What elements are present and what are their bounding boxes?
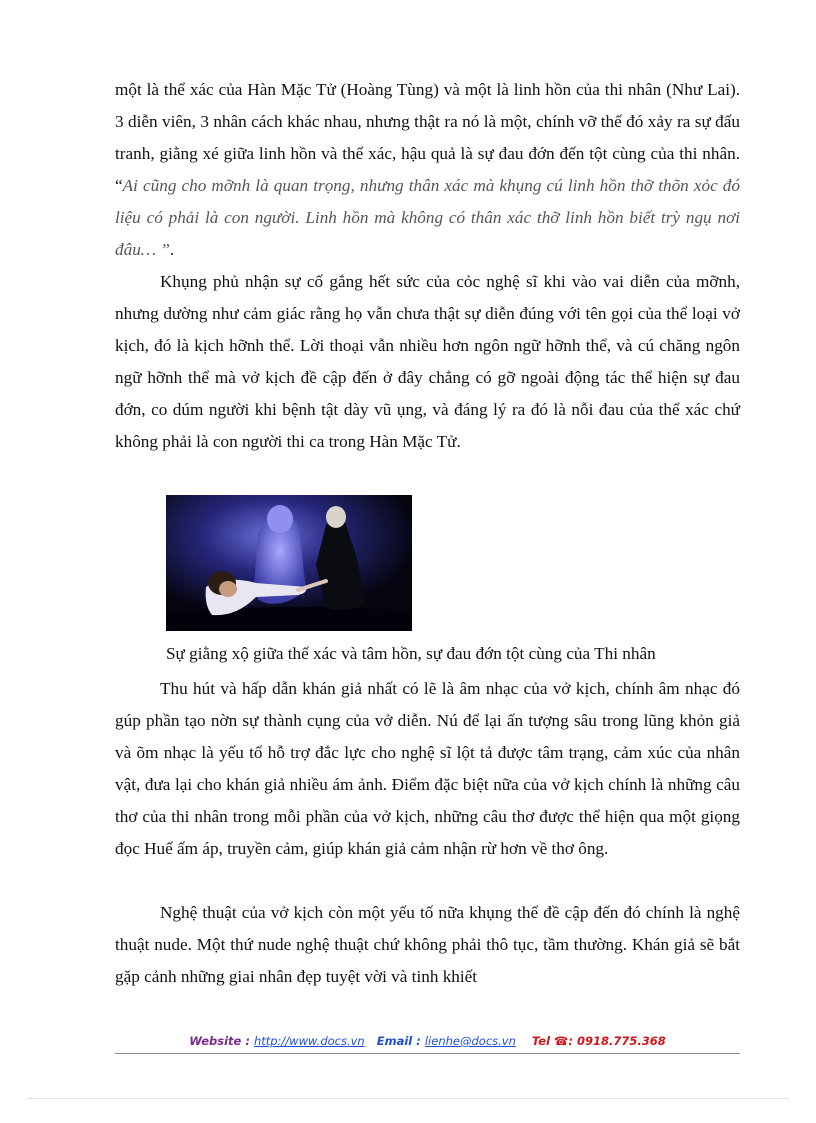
footer-email-link[interactable]: lienhe@docs.vn xyxy=(424,1034,516,1048)
stage-photo-image xyxy=(166,495,412,631)
paragraph-1 xyxy=(115,74,740,266)
footer-website-label: Website : xyxy=(189,1034,250,1048)
page-edge-divider xyxy=(28,1098,788,1099)
page-footer xyxy=(115,1034,740,1048)
paragraph-1-quote: Ai cũng cho mỡnh là quan trọng, nhưng thân xác mà khụng cú linh hồn thỡ thõn xỏc đó liệu có phải là con người. Linh hồn mà không có thân xác thỡ linh hồn biết trỳ ngụ nơi đâu… ” xyxy=(115,176,740,259)
paragraph-3: Thu hút và hấp dẫn khán giả nhất có lẽ là âm nhạc của vở kịch, chính âm nhạc đó gúp phần tạo nờn sự thành cụng của vở diễn. Nú để lại ấn tượng sâu trong lũng khỏn giả và õm nhạc là yếu tố hỗ trợ đắc lực cho nghệ sĩ lột tả được tâm trạng, cảm xúc của nhân vật, đưa lại cho khán giả nhiều ám ảnh. Điểm đặc biệt nữa của vở kịch chính là những câu thơ của thi nhân trong mỗi phần của vở kịch, những câu thơ được thể hiện qua một giọng đọc Huế ấm áp, truyền cảm, giúp khán giả cảm nhận rừ hơn về thơ ông. xyxy=(115,679,740,858)
phone-icon: ☎ xyxy=(554,1034,569,1048)
footer-divider xyxy=(115,1053,740,1054)
figure-caption: Sự giằng xộ giữa thể xác và tâm hồn, sự đau đớn tột cùng của Thi nhân xyxy=(166,644,656,663)
paragraph-4: Nghệ thuật của vở kịch còn một yếu tố nữa khụng thể đề cập đến đó chính là nghệ thuật nude. Một thứ nude nghệ thuật chứ không phải thô tục, tầm thường. Khán giả sẽ bắt gặp cảnh những giai nhân đẹp tuyệt vời và tinh khiết xyxy=(115,903,740,986)
footer-tel-label: Tel xyxy=(531,1034,551,1048)
footer-website-link[interactable]: http://www.docs.vn xyxy=(253,1034,365,1048)
paragraph-2: Khụng phủ nhận sự cố gắng hết sức của cỏc nghệ sĩ khi vào vai diễn của mỡnh, nhưng dường như cảm giác rằng họ vẫn chưa thật sự diễn đúng với tên gọi của thể loại vở kịch, đó là kịch hỡnh thể. Lời thoại vẫn nhiều hơn ngôn ngữ hỡnh thể, và cú chăng ngôn ngữ hỡnh thể mà vở kịch đề cập đến ở đây chẳng có gỡ ngoài động tác thể hiện sự đau đớn, co dúm người khi bệnh tật dày vũ ụng, và đáng lý ra đó là nỗi đau của thể xác chứ không phải là con người thi ca trong Hàn Mặc Tử. xyxy=(115,272,740,451)
stage-photo xyxy=(166,495,412,631)
footer-email-label: Email : xyxy=(376,1034,421,1048)
paragraph-1-text: một là thể xác của Hàn Mặc Tử (Hoàng Tùng) và một là linh hồn của thi nhân (Như Lai). 3 diễn viên, 3 nhân cách khác nhau, nhưng thật ra nó là một, chính vỡ thế đó xảy ra sự đấu tranh, giằng xé giữa linh hồn và thể xác, hậu quả là sự đau đớn đến tột cùng của thi nhân. “ xyxy=(115,80,740,195)
footer-tel-value: : 0918.775.368 xyxy=(568,1034,666,1048)
paragraph-1-end: . xyxy=(169,240,175,259)
